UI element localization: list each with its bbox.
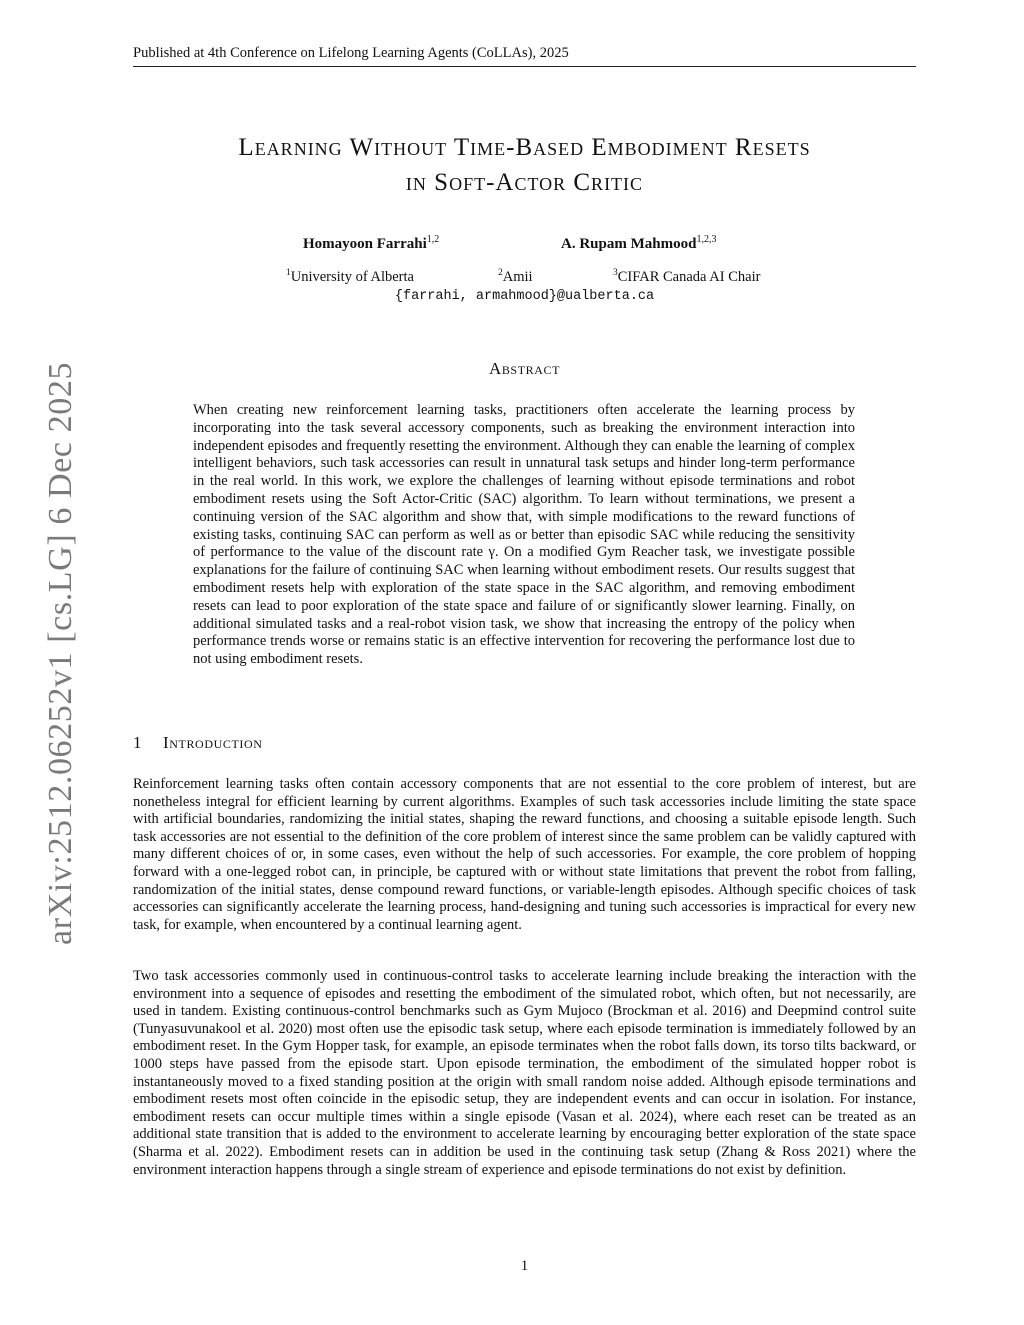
email-address: {farrahi, armahmood}@ualberta.ca [394,289,655,304]
venue-header: Published at 4th Conference on Lifelong Learning Agents (CoLLAs), 2025 [133,44,916,67]
abstract-text: When creating new reinforcement learning tasks, practitioners often accelerate the learning process by incorporating into the task several accessory components, such as breaking the environment interaction into independent episodes and frequently resetting the environment. Although they can enable the learning of complex intelligent behaviors, such task accessories can result in unnatural task setups and hinder long-term performance in the real world. In this work, we explore the challenges of learning without episode terminations and robot embodiment resets using the Soft Actor-Critic (SAC) algorithm. To learn without terminations, we present a continuing version of the SAC algorithm and show that, with simple modifications to the reward functions of existing tasks, continuing SAC can perform as well as or better than episodic SAC while reducing the sensitivity of performance to the value of the discount rate γ. On a modified Gym Reacher task, we investigate possible explanations for the failure of continuing SAC when learning without embodiment resets. Our results suggest that embodiment resets help with exploration of the state space in the SAC algorithm, and removing embodiment resets can lead to poor exploration of the state space and failure of or significantly slower learning. Finally, on additional simulated tasks and a real-robot vision task, we show that increasing the entropy of the policy when performance trends worse or remains static is an effective intervention for recovering the performance lost due to not using embodiment resets. [193,402,855,668]
title-line-1: Learning Without Time-Based Embodiment Resets [238,134,811,161]
affiliation-3-name: CIFAR Canada AI Chair [617,268,761,285]
affiliation-1 [286,268,414,286]
section-title: Introduction [163,733,263,752]
section-number: 1 [133,733,143,752]
abstract-heading: Abstract [488,359,561,378]
affiliation-3 [613,268,760,286]
affiliation-1-mark: 1 [286,268,291,278]
author-2-name: A. Rupam Mahmood [561,236,697,252]
affiliation-2-name: Amii [502,268,533,285]
author-1-affiliation-marks: 1,2 [426,234,440,245]
affiliation-1-name: University of Alberta [290,268,414,285]
introduction-paragraph-1: Reinforcement learning tasks often contain accessory components that are not essential to the core problem of interest, but are nonetheless integral for efficient learning by current algorithms. Examples of such task accessories include limiting the state space with artificial boundaries, randomizing the initial states, shaping the reward functions, and choosing a suitable episode length. Such task accessories are not essential to the definition of the core problem of interest since the same problem can be validly captured with many different choices of or, in some cases, even without the help of such accessories. For example, the core problem of hopping forward with a one-legged robot can, in principle, be captured with or without state limitations that prevent the robot from falling, randomization of the initial states, dense compound reward functions, or variable-length episodes. Although specific choices of task accessories can significantly accelerate the learning process, hand-designing and tuning such accessories is impractical for every new task, for example, when encountered by a continual learning agent. [133,776,916,933]
section-heading-introduction [133,733,263,753]
author-list [133,234,916,254]
affiliation-2 [498,268,533,286]
arxiv-identifier-stamp: arXiv:2512.06252v1 [cs.LG] 6 Dec 2025 [42,361,79,945]
affiliation-2-mark: 2 [498,268,503,278]
paper-title [133,130,916,200]
author-2-affiliation-marks: 1,2,3 [696,234,717,245]
affiliation-list [133,268,916,288]
author-1-name: Homayoon Farrahi [303,236,427,252]
affiliation-3-mark: 3 [613,268,618,278]
author-email [133,287,916,304]
title-line-2: in Soft-Actor Critic [405,169,644,196]
author-1 [303,234,439,253]
author-2 [561,234,716,253]
page-number: 1 [520,1258,529,1274]
introduction-paragraph-2: Two task accessories commonly used in continuous-control tasks to accelerate learning include breaking the interaction with the environment into a sequence of episodes and resetting the embodiment of the simulated robot, which often, but not necessarily, are used in tandem. Existing continuous-control benchmarks such as Gym Mujoco (Brockman et al. 2016) and Deepmind control suite (Tunyasuvunakool et al. 2020) most often use the episodic task setup, where each episode termination is immediately followed by an embodiment reset. In the Gym Hopper task, for example, an episode terminates when the robot falls down, its torso tilts backward, or 1000 steps have passed from the episode start. Upon episode termination, the embodiment of the simulated hopper robot is instantaneously moved to a fixed standing position at the origin with small random noise added. Although episode terminations and embodiment resets most often coincide in the episodic setup, they are independent events and can occur in isolation. For instance, embodiment resets can occur multiple times within a single episode (Vasan et al. 2024), where each reset can be treated as an additional state transition that is added to the environment to accelerate learning by encouraging better exploration of the state space (Sharma et al. 2022). Embodiment resets can in addition be used in the continuing task setup (Zhang & Ross 2021) where the environment interaction happens through a single stream of experience and episode terminations do not exist by definition. [133,968,916,1178]
